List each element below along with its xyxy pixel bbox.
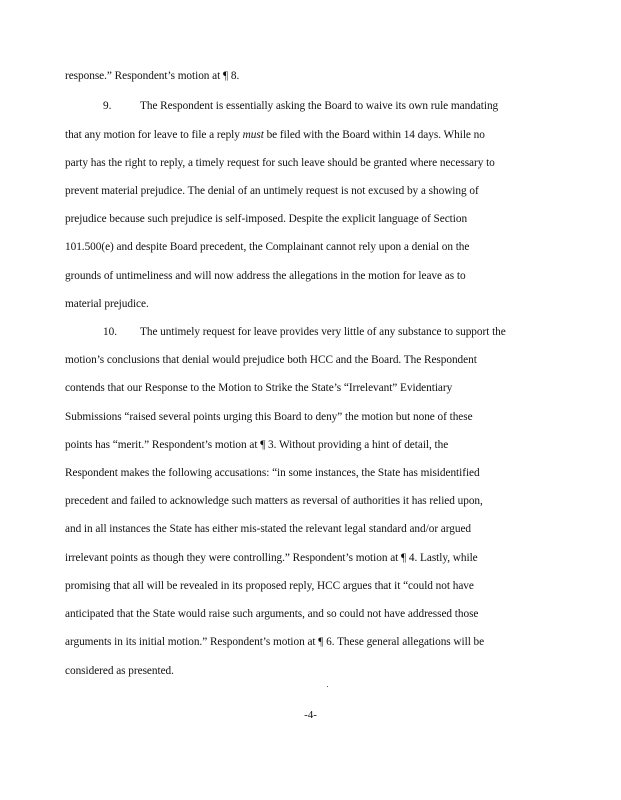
text-line: irrelevant points as though they were controlling.” Respondent’s motion at ¶ 4. Lastly, while — [65, 552, 478, 564]
emphasis-must: must — [242, 129, 264, 141]
text-line: Submissions “raised several points urging this Board to deny” the motion but none of these — [65, 411, 473, 423]
text-line: Respondent makes the following accusations: “in some instances, the State has misidentified — [65, 467, 480, 479]
text-line: 101.500(e) and despite Board precedent, the Complainant cannot rely upon a denial on the — [65, 241, 470, 253]
text-line: party has the right to reply, a timely request for such leave should be granted where necessary to — [65, 157, 495, 169]
text-line: prevent material prejudice. The denial of an untimely request is not excused by a showing of — [65, 185, 479, 197]
text-fragment: be filed with the Board within 14 days. While no — [263, 129, 485, 141]
text-line: material prejudice. — [65, 298, 149, 310]
page-number: -4- — [304, 709, 317, 721]
text-line: promising that all will be revealed in its proposed reply, HCC argues that it “could not have — [65, 580, 474, 592]
text-line: and in all instances the State has either mis-stated the relevant legal standard and/or argued — [65, 523, 472, 535]
text-line — [65, 128, 485, 142]
text-line: points has “merit.” Respondent’s motion at ¶ 3. Without providing a hint of detail, the — [65, 439, 449, 451]
paragraph-number: 10. — [103, 326, 118, 338]
paragraph-number: 9. — [103, 100, 112, 112]
scan-speck — [327, 686, 328, 687]
text-line: anticipated that the State would raise such arguments, and so could not have addressed those — [65, 608, 479, 620]
text-line: contends that our Response to the Motion to Strike the State’s “Irrelevant” Evidentiary — [65, 382, 453, 394]
text-line: The Respondent is essentially asking the Board to waive its own rule mandating — [140, 100, 499, 112]
text-line: grounds of untimeliness and will now address the allegations in the motion for leave as to — [65, 270, 466, 282]
text-line: precedent and failed to acknowledge such matters as reversal of authorities it has relied upon, — [65, 495, 483, 507]
text-line: The untimely request for leave provides very little of any substance to support the — [140, 326, 506, 338]
text-line: prejudice because such prejudice is self-imposed. Despite the explicit language of Section — [65, 213, 468, 225]
text-line: arguments in its initial motion.” Respondent’s motion at ¶ 6. These general allegations will be — [65, 636, 485, 648]
text-line: response.” Respondent’s motion at ¶ 8. — [65, 70, 240, 82]
text-line: motion’s conclusions that denial would prejudice both HCC and the Board. The Respondent — [65, 354, 477, 366]
text-line: considered as presented. — [65, 665, 174, 677]
text-fragment: that any motion for leave to file a reply — [65, 129, 243, 141]
